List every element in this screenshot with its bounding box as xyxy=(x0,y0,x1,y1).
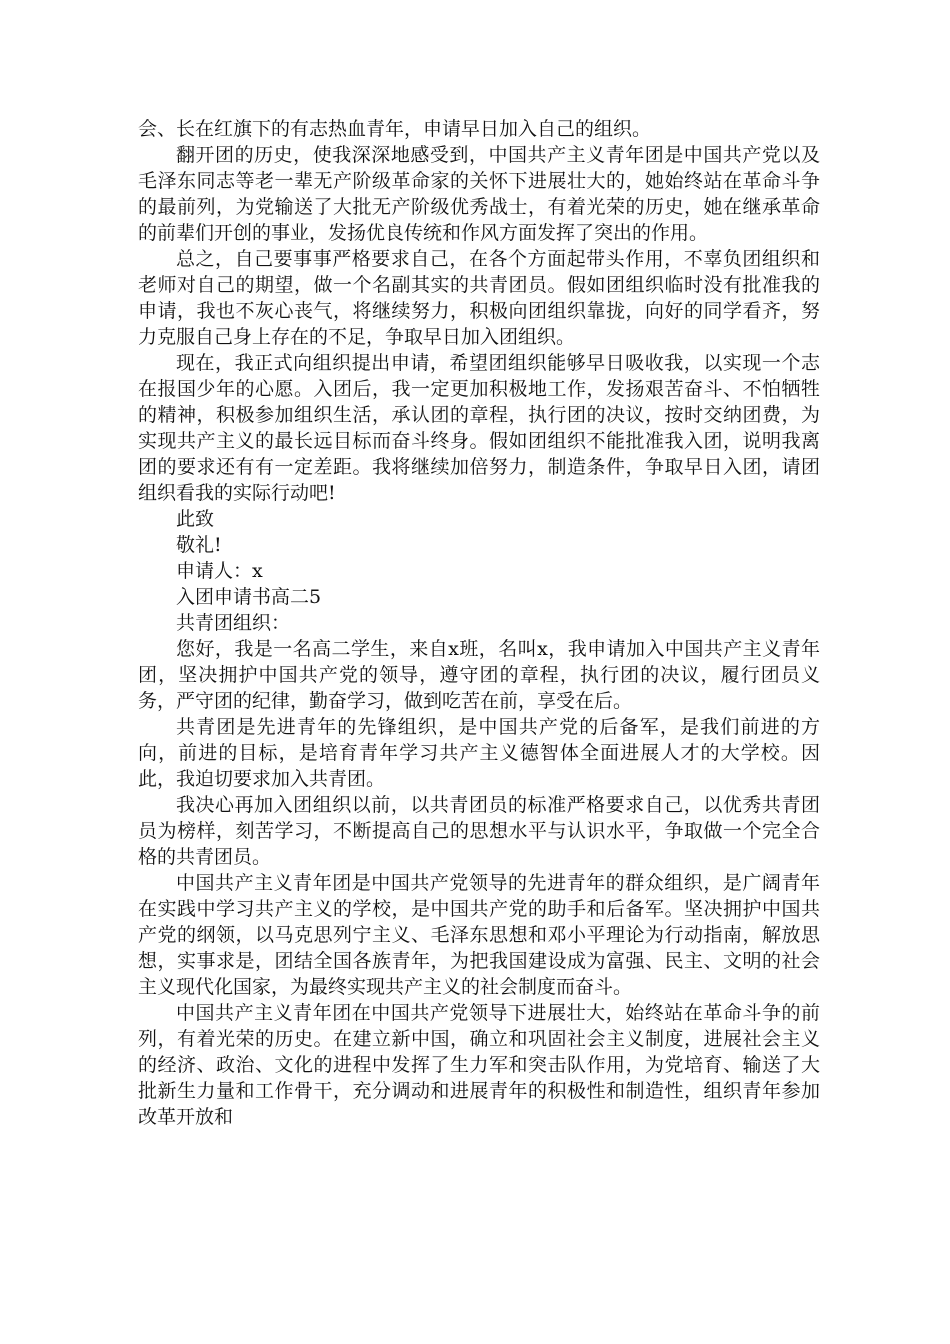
applicant-signature: 申请人：x xyxy=(176,560,263,582)
paragraph-league-definition: 中国共产主义青年团是中国共产党领导的先进青年的群众组织，是广阔青年在实践中学习共产主义的学校，是中国共产党的助手和后备军。坚决拥护中国共产党的纲领，以马克思列宁主义、毛泽东思想和邓小平理论为行动指南，解放思想，实事求是，团结全国各族青年，为把我国建设成为富强、民主、文明的社会主义现代化国家，为最终实现共产主义的社会制度而奋斗。 xyxy=(138,872,820,998)
paragraph-formal-application: 现在，我正式向组织提出申请，希望团组织能够早日吸收我，以实现一个志在报国少年的心愿。入团后，我一定更加积极地工作，发扬艰苦奋斗、不怕牺牲的精神，积极参加组织生活，承认团的章程，执行团的决议，按时交纳团费，为实现共产主义的最长远目标而奋斗终身。假如团组织不能批准我入团，说明我离团的要求还有有一定差距。我将继续加倍努力，制造条件，争取早日入团，请团组织看我的实际行动吧! xyxy=(138,352,820,504)
section-title: 入团申请书高二5 xyxy=(176,586,322,608)
document-page xyxy=(138,116,820,1130)
paragraph-continued: 会、长在红旗下的有志热血青年，申请早日加入自己的组织。 xyxy=(138,118,652,140)
addressee: 共青团组织： xyxy=(176,612,291,634)
paragraph-vanguard-organization: 共青团是先进青年的先锋组织，是中国共产党的后备军，是我们前进的方向，前进的目标，是培育青年学习共产主义德智体全面进展人才的大学校。因此，我迫切要求加入共青团。 xyxy=(138,716,820,790)
closing-salutation: 此致 xyxy=(176,508,215,530)
closing-regards: 敬礼! xyxy=(176,534,222,556)
paragraph-league-development: 中国共产主义青年团在中国共产党领导下进展壮大，始终站在革命斗争的前列，有着光荣的历史。在建立新中国，确立和巩固社会主义制度，进展社会主义的经济、政治、文化的进程中发挥了生力军和突击队作用，为党培育、输送了大批新生力量和工作骨干，充分调动和进展青年的积极性和制造性，组织青年参加改革开放和 xyxy=(138,1002,820,1128)
paragraph-league-history: 翻开团的历史，使我深深地感受到，中国共产主义青年团是中国共产党以及毛泽东同志等老一辈无产阶级革命家的关怀下进展壮大的，她始终站在革命斗争的最前列，为党输送了大批无产阶级优秀战士，有着光荣的历史，她在继承革命的前辈们开创的事业，发扬优良传统和作风方面发挥了突出的作用。 xyxy=(138,144,820,244)
paragraph-introduction: 您好，我是一名高二学生，来自x班，名叫x，我申请加入中国共产主义青年团，坚决拥护中国共产党的领导，遵守团的章程，执行团的决议，履行团员义务，严守团的纪律，勤奋学习，做到吃苦在前，享受在后。 xyxy=(138,638,820,712)
paragraph-determination: 我决心再加入团组织以前，以共青团员的标准严格要求自己，以优秀共青团员为榜样，刻苦学习，不断提高自己的思想水平与认识水平，争取做一个完全合格的共青团员。 xyxy=(138,794,820,868)
paragraph-strict-requirements: 总之，自己要事事严格要求自己，在各个方面起带头作用，不辜负团组织和老师对自己的期望，做一个名副其实的共青团员。假如团组织临时没有批准我的申请，我也不灰心丧气，将继续努力，积极向团组织靠拢，向好的同学看齐，努力克服自己身上存在的不足，争取早日加入团组织。 xyxy=(138,248,820,348)
